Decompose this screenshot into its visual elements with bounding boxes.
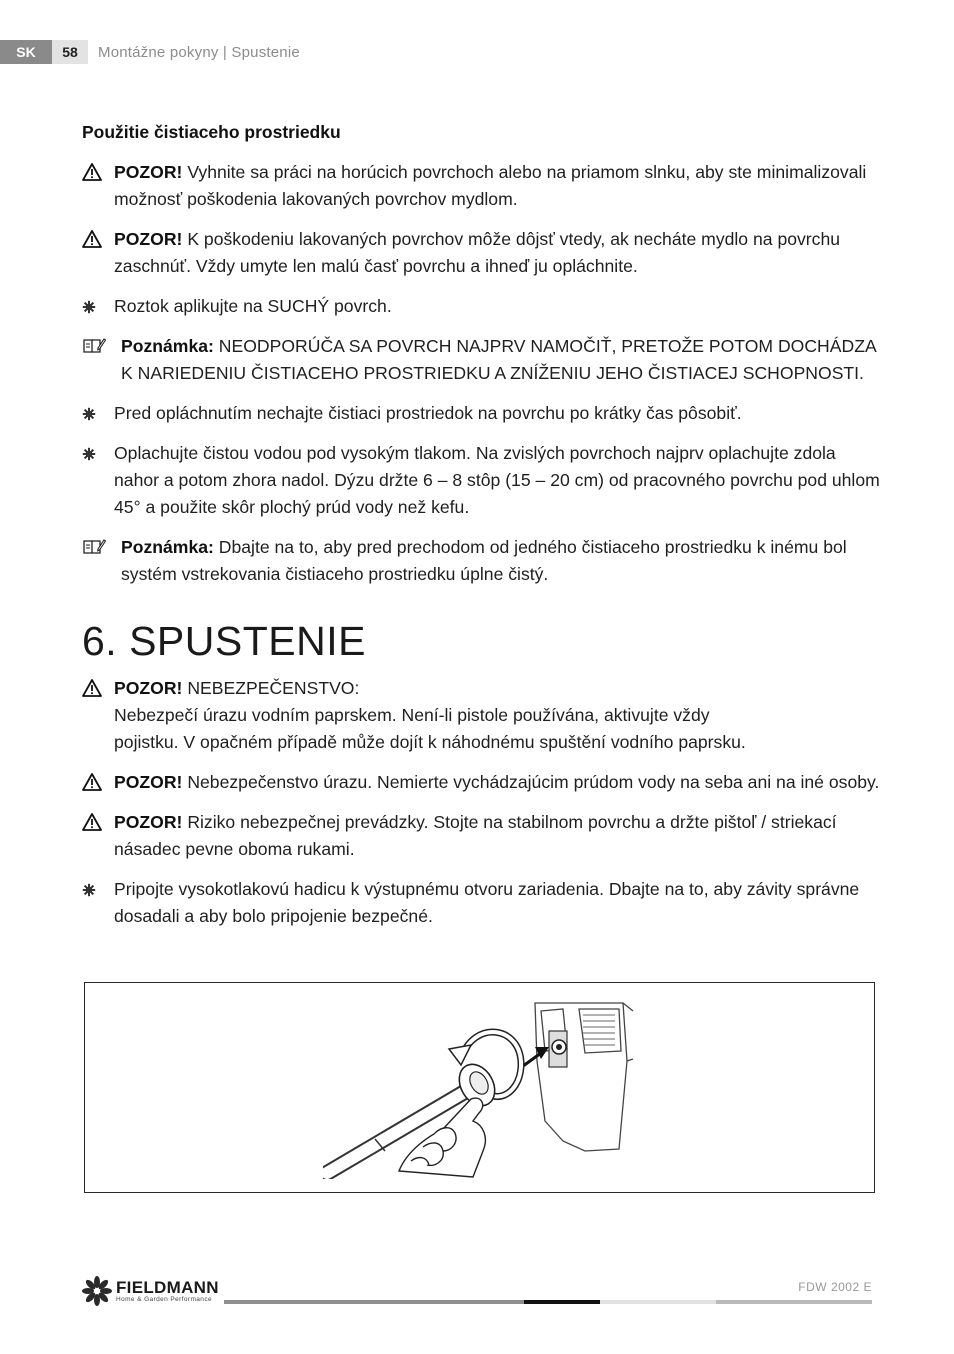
bullet-text: Pripojte vysokotlakovú hadicu k výstupnému otvoru zariadenia. Dbajte na to, aby závity správne dosadali a aby bolo pripojenie bezpečné. <box>114 879 860 926</box>
footer-rule-segment <box>600 1300 716 1304</box>
bullet-icon <box>82 404 104 424</box>
header-title: Montážne pokyny | Spustenie <box>98 43 300 61</box>
section-title: 6. SPUSTENIE <box>82 618 366 664</box>
warning-item <box>82 809 882 863</box>
bullet-icon <box>82 297 104 317</box>
main-content <box>82 122 882 943</box>
bullet-item <box>82 293 882 320</box>
bullet-item <box>82 400 882 427</box>
warning-item <box>82 159 882 213</box>
brand-tagline: Home & Garden Performance <box>116 1296 212 1303</box>
bullet-text: Roztok aplikujte na SUCHÝ povrch. <box>114 296 392 316</box>
footer-rule-segment <box>524 1300 600 1304</box>
footer-rule-segment <box>716 1300 872 1304</box>
brand-name: FIELDMANN <box>116 1278 219 1297</box>
page-number: 58 <box>52 40 88 64</box>
warning-label: POZOR! <box>114 678 183 698</box>
brand-logo <box>82 1276 219 1306</box>
note-label: Poznámka: <box>121 336 214 356</box>
warning-label: POZOR! <box>114 772 183 792</box>
warning-icon <box>82 679 104 699</box>
warning-text-line: Nebezpečí úrazu vodním paprskem. Není-li pistole používána, aktivujte vždy <box>114 705 710 725</box>
warning-text: NEBEZPEČENSTVO: <box>187 678 360 698</box>
note-icon <box>82 337 104 357</box>
warning-text: Riziko nebezpečnej prevádzky. Stojte na stabilnom povrchu a držte pištoľ / striekací násadec pevne oboma rukami. <box>114 812 837 859</box>
note-icon <box>82 538 104 558</box>
note-item <box>82 333 882 387</box>
section-heading: Použitie čistiaceho prostriedku <box>82 122 341 142</box>
warning-text-line: pojistku. V opačném případě může dojít k náhodnému spuštění vodního paprsku. <box>114 732 746 752</box>
warning-text: K poškodeniu lakovaných povrchov môže dôjsť vtedy, ak necháte mydlo na povrchu zaschnúť. Vždy umyte len malú časť povrchu a ihneď ju opláchnite. <box>114 229 841 276</box>
warning-item <box>82 226 882 280</box>
warning-text: Nebezpečenstvo úrazu. Nemierte vychádzajúcim prúdom vody na seba ani na iné osoby. <box>187 772 880 792</box>
footer-rule-segment <box>224 1300 524 1304</box>
note-label: Poznámka: <box>121 537 214 557</box>
warning-icon <box>82 230 104 250</box>
warning-item <box>82 675 882 756</box>
bullet-text: Oplachujte čistou vodou pod vysokým tlakom. Na zvislých povrchoch najprv oplachujte zdola nahor a potom zhora nadol. Dýzu držte 6 – 8 stôp (15 – 20 cm) od pracovného povrchu pod uhlom 45° a použite skôr plochý prúd vody než kefu. <box>114 443 880 517</box>
hose-connection-drawing <box>323 1001 635 1179</box>
note-text: Dbajte na to, aby pred prechodom od jedného čistiaceho prostriedku k inému bol systém vstrekovania čistiaceho prostriedku úplne čistý. <box>121 537 847 584</box>
warning-item <box>82 769 882 796</box>
bullet-item <box>82 876 882 930</box>
note-item <box>82 534 882 588</box>
warning-text: Vyhnite sa práci na horúcich povrchoch alebo na priamom slnku, aby ste minimalizovali možnosť poškodenia lakovaných povrchov mydlom. <box>114 162 867 209</box>
warning-icon <box>82 773 104 793</box>
hose-connection-illustration <box>84 982 875 1193</box>
note-text: NEODPORÚČA SA POVRCH NAJPRV NAMOČIŤ, PRETOŽE POTOM DOCHÁDZA K NARIEDENIU ČISTIACEHO PROSTRIEDKU A ZNÍŽENIU JEHO ČISTIACEJ SCHOPNOSTI. <box>121 336 876 383</box>
bullet-icon <box>82 880 104 900</box>
warning-icon <box>82 163 104 183</box>
footer-rule <box>224 1300 872 1304</box>
bullet-item <box>82 440 882 521</box>
fieldmann-logo-icon <box>82 1276 112 1306</box>
bullet-text: Pred opláchnutím nechajte čistiaci prostriedok na povrchu po krátky čas pôsobiť. <box>114 403 742 423</box>
warning-label: POZOR! <box>114 162 183 182</box>
warning-label: POZOR! <box>114 812 183 832</box>
warning-icon <box>82 813 104 833</box>
bullet-icon <box>82 444 104 464</box>
language-badge: SK <box>0 40 52 64</box>
warning-label: POZOR! <box>114 229 183 249</box>
page-header <box>0 40 300 64</box>
model-number: FDW 2002 E <box>798 1280 872 1294</box>
